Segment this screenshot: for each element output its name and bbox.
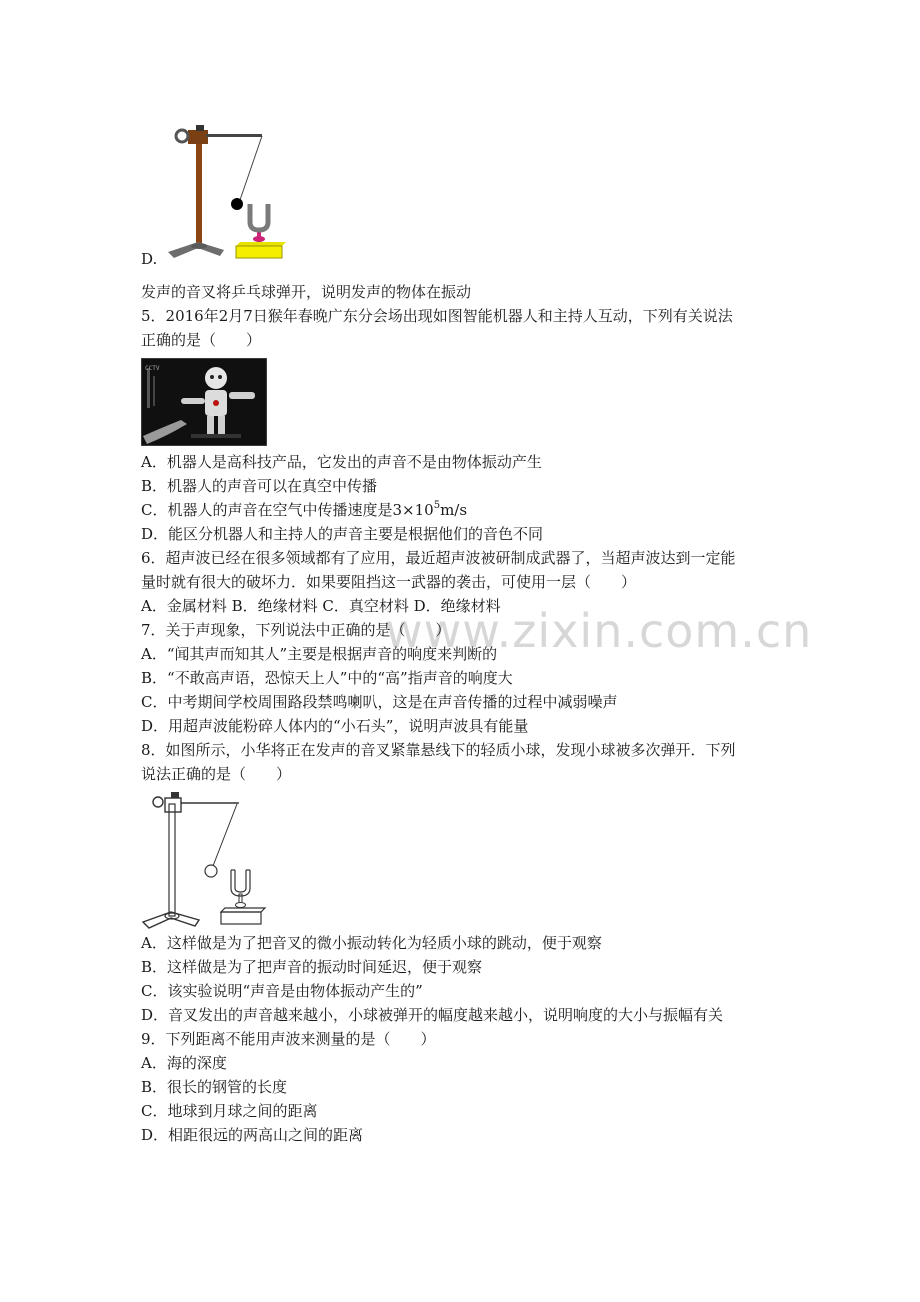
tuning-fork-figure-color <box>160 122 290 264</box>
q4-option-d-caption: 发声的音叉将乒乓球弹开，说明发声的物体在振动 <box>141 283 472 301</box>
q8-option-b: B．这样做是为了把声音的振动时间延迟，便于观察 <box>141 958 483 976</box>
q7-option-a: A．“闻其声而知其人”主要是根据声音的响度来判断的 <box>141 645 498 663</box>
q8-option-a: A．这样做是为了把音叉的微小振动转化为轻质小球的跳动，便于观察 <box>141 934 602 952</box>
tuning-fork-figure-lineart <box>141 788 267 930</box>
watermark: www.zixin.com.cn <box>385 604 813 658</box>
q6-options: A．金属材料 B．绝缘材料 C．真空材料 D．绝缘材料 <box>141 597 501 615</box>
q7-option-c: C．中考期间学校周围路段禁鸣喇叭，这是在声音传播的过程中减弱噪声 <box>141 693 618 711</box>
q8-stem-line2: 说法正确的是（ ） <box>141 765 292 783</box>
robot-photo <box>141 358 267 446</box>
q6-stem-line2: 量时就有很大的破坏力．如果要阻挡这一武器的袭击，可使用一层（ ） <box>141 573 637 591</box>
q7-stem: 7．关于声现象，下列说法中正确的是（ ） <box>141 621 451 639</box>
q6-stem-line1: 6．超声波已经在很多领域都有了应用，最近超声波被研制成武器了，当超声波达到一定能 <box>141 549 736 567</box>
q5-option-c <box>141 500 467 520</box>
q9-option-c: C．地球到月球之间的距离 <box>141 1102 318 1120</box>
q5-option-d: D．能区分机器人和主持人的声音主要是根据他们的音色不同 <box>141 525 544 543</box>
q5-option-c-text: C．机器人的声音在空气中传播速度是3×10 <box>141 501 434 519</box>
q9-option-a: A．海的深度 <box>141 1054 227 1072</box>
q5-option-b: B．机器人的声音可以在真空中传播 <box>141 477 378 495</box>
q7-option-b: B．“不敢高声语，恐惊天上人”中的“高”指声音的响度大 <box>141 669 513 687</box>
q5-stem-line2: 正确的是（ ） <box>141 331 262 349</box>
q9-option-b: B．很长的钢管的长度 <box>141 1078 288 1096</box>
q8-option-c: C．该实验说明“声音是由物体振动产生的” <box>141 982 423 1000</box>
q5-option-c-exponent: 5 <box>433 500 441 511</box>
svg-text:CCTV: CCTV <box>145 365 160 372</box>
q8-option-d: D．音叉发出的声音越来越小，小球被弹开的幅度越来越小，说明响度的大小与振幅有关 <box>141 1006 724 1024</box>
q8-stem-line1: 8．如图所示，小华将正在发声的音叉紧靠悬线下的轻质小球，发现小球被多次弹开．下列 <box>141 741 736 759</box>
q9-stem: 9．下列距离不能用声波来测量的是（ ） <box>141 1030 436 1048</box>
q5-stem-line1: 5．2016年2月7日猴年春晚广东分会场出现如图智能机器人和主持人互动，下列有关说法 <box>141 307 733 325</box>
q7-option-d: D．用超声波能粉碎人体内的“小石头”，说明声波具有能量 <box>141 717 529 735</box>
q4-option-d-label: D. <box>141 250 158 268</box>
q5-option-c-unit: m/s <box>440 501 468 519</box>
q9-option-d: D．相距很远的两高山之间的距离 <box>141 1126 364 1144</box>
q5-option-a: A．机器人是高科技产品，它发出的声音不是由物体振动产生 <box>141 453 542 471</box>
